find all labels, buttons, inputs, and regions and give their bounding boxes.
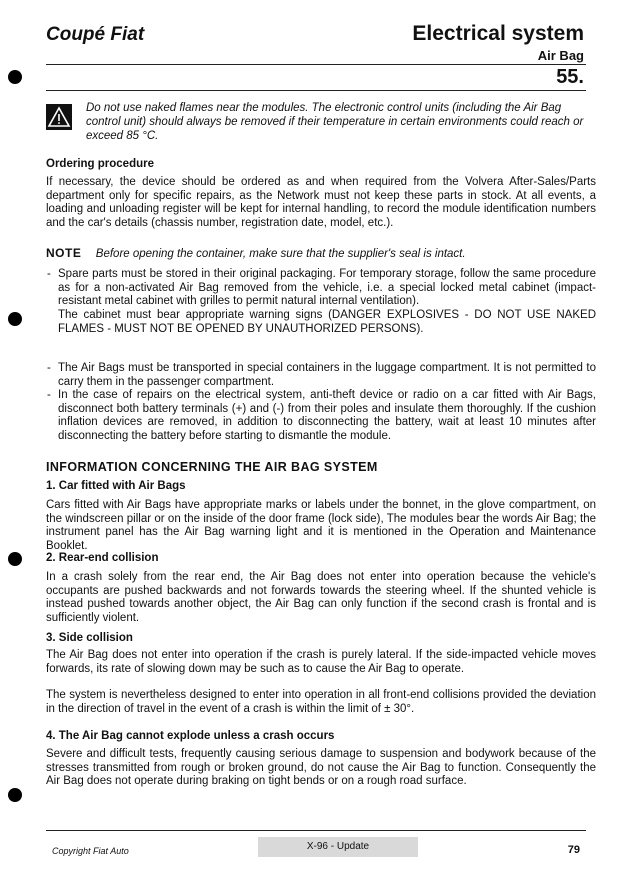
- item-text: The Air Bag does not enter into operation if the crash is purely lateral. If the side-impacted vehicle moves forwards, its rate of slowing down may be such as to cause the Air Bag to operate.: [46, 649, 596, 675]
- item-title: 4. The Air Bag cannot explode unless a crash occurs: [46, 730, 335, 742]
- note: [46, 244, 596, 262]
- list-item: - Spare parts must be stored in their original packaging. For temporary storage, follow the same procedure as for a non-activated Air Bag removed from the vehicle, i.e. a special locked metal cabinet (impact-resistant metal cabinet with grilles to permit natural internal ventilation).: [47, 268, 596, 307]
- header-left-title: Coupé Fiat: [46, 24, 145, 45]
- header-right-title: Electrical system: [412, 22, 584, 45]
- list-item: - The Air Bags must be transported in special containers in the luggage compartment. It is not permitted to carry them in the passenger compartment.: [47, 362, 596, 388]
- note-text: Before opening the container, make sure that the supplier's seal is intact.: [95, 248, 466, 260]
- binder-hole: [8, 552, 22, 566]
- page-number: 79: [567, 844, 580, 856]
- list-item: The cabinet must bear appropriate warning signs (DANGER EXPLOSIVES - DO NOT USE NAKED FLAMES - MUST NOT BE OPENED BY UNAUTHORIZED PERSONS).: [58, 309, 596, 335]
- binder-hole: [8, 70, 22, 84]
- item-title: 2. Rear-end collision: [46, 552, 159, 564]
- footer-rule: [46, 830, 586, 831]
- note-label: NOTE: [46, 246, 82, 260]
- ordering-text: If necessary, the device should be ordered as and when required from the Volvera After-Sales/Parts department only for specific repairs, as the Network must not keep these parts in stock. At all events, a loading and unloading register will be kept for internal handling, to record the module identification numbers and the car's details (chassis number, registration date, model, etc.).: [46, 176, 596, 229]
- item-text: The system is nevertheless designed to enter into operation in all front-end collisions provided the deviation in the direction of travel in the event of a crash is within the limit of ± 30°.: [46, 689, 596, 715]
- item-text: Cars fitted with Air Bags have appropriate marks or labels under the bonnet, in the glove compartment, on the windscreen pillar or on the inside of the door frame (lock side), The modules bear the words Air Bag; the instrument panel has the Air Bag warning light and it is mentioned in the Operation and Maintenance Booklet.: [46, 499, 596, 552]
- ordering-heading: Ordering procedure: [46, 158, 154, 170]
- section-number: 55.: [556, 66, 584, 88]
- binder-hole: [8, 788, 22, 802]
- header-subtitle: Air Bag: [537, 48, 584, 63]
- update-label: X-96 - Update: [258, 837, 418, 857]
- header-rule-lower: [46, 90, 586, 91]
- warning-icon: [46, 104, 72, 130]
- copyright: Copyright Fiat Auto: [52, 846, 129, 856]
- binder-hole: [8, 312, 22, 326]
- section-heading: INFORMATION CONCERNING THE AIR BAG SYSTEM: [46, 460, 378, 474]
- warning-text: Do not use naked flames near the modules. The electronic control units (including the Air Bag control unit) should always be removed if their temperature in certain environments could reach or exceed 85 °C.: [86, 102, 584, 142]
- item-text: Severe and difficult tests, frequently causing serious damage to suspension and bodywork because of the stresses transmitted from rough or broken ground, do not cause the Air Bag to function. Consequently the Air Bag does not operate during braking on tight bends or on a rough road surface.: [46, 748, 596, 787]
- item-text: In a crash solely from the rear end, the Air Bag does not enter into operation because the vehicle's occupants are pushed backwards and not forwards towards the steering wheel. If the shunted vehicle is instead pushed towards another object, the Air Bag can only function if the second crash is frontal and is sufficiently violent.: [46, 571, 596, 624]
- item-title: 3. Side collision: [46, 632, 133, 644]
- list-item: - In the case of repairs on the electrical system, anti-theft device or radio on a car fitted with Air Bags, disconnect both battery terminals (+) and (-) from their poles and insulate them thoroughly. If the cushion inflation devices are removed, in addition to disconnecting the battery, wait at least 10 minutes after disconnecting the battery before starting to dismantle the module.: [47, 389, 596, 442]
- header-rule: [46, 64, 586, 65]
- item-title: 1. Car fitted with Air Bags: [46, 480, 186, 492]
